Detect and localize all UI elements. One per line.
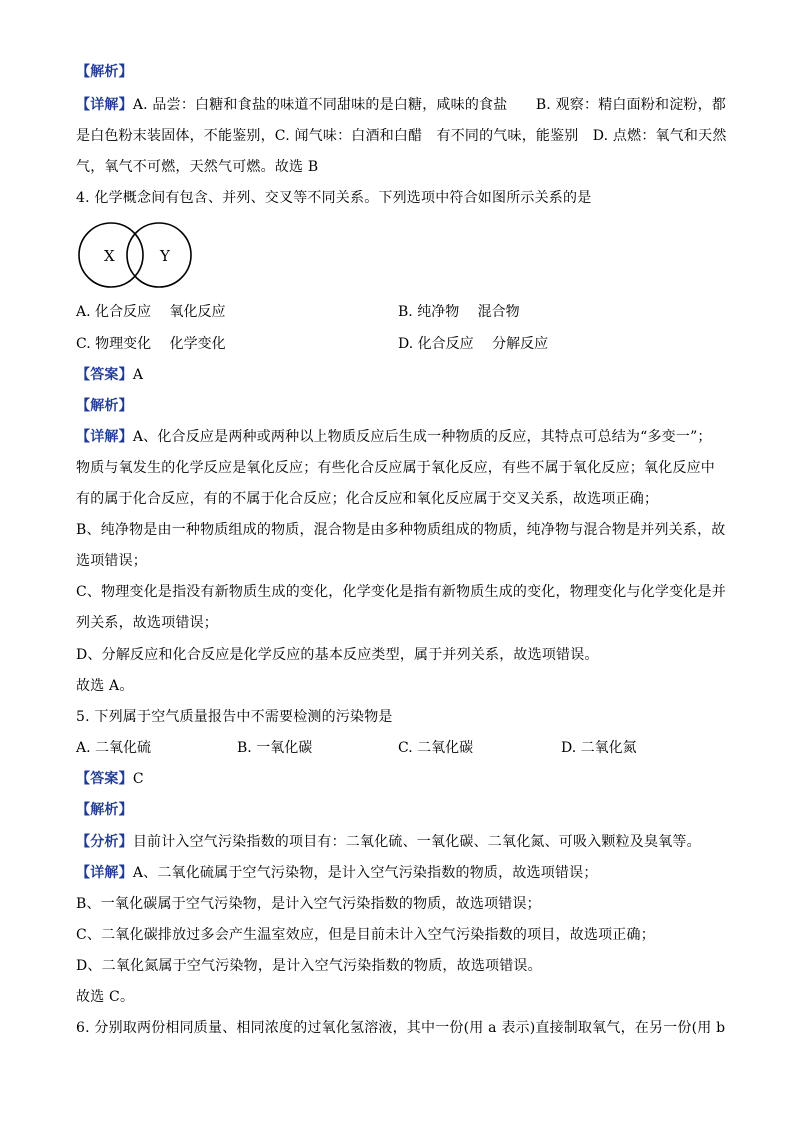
q4-option-a: A. 化合反应 氧化反应 [76, 304, 226, 320]
analysis-label: 【解析】 [76, 64, 133, 80]
detail-q3-line-3: 气，氧气不可燃，天然气可燃。故选 B [76, 159, 319, 175]
detail-q4-line-5: 选项错误； [76, 553, 147, 569]
q5-option-d: D. 二氧化氮 [561, 740, 637, 756]
q5-option-c: C. 二氧化碳 [398, 740, 474, 756]
q4-option-c: C. 物理变化 化学变化 [76, 336, 226, 352]
q5-option-a: A. 二氧化硫 [76, 740, 152, 756]
detail-q4-line-2: 物质与氧发生的化学反应是氧化反应；有些化合反应属于氧化反应，有些不属于氧化反应；氧化反应中 [76, 460, 715, 476]
detail-q5-line-3: C、二氧化碳排放过多会产生温室效应，但是目前未计入空气污染指数的项目，故选项正确； [76, 927, 655, 943]
answer-q4: 【答案】A [76, 367, 144, 383]
detail-q4-line-3: 有的属于化合反应，有的不属于化合反应；化合反应和氧化反应属于交叉关系，故选项正确； [76, 491, 659, 507]
analysis-label-q5: 【解析】 [76, 802, 133, 818]
venn-label-x: X [104, 247, 115, 265]
analysis-q5: 【分析】目前计入空气污染指数的项目有：二氧化硫、一氧化碳、二氧化氮、可吸入颗粒及臭氧等。 [76, 834, 701, 850]
analysis-label-q4: 【解析】 [76, 398, 133, 414]
detail-q5-line-1: 【详解】A、二氧化硫属于空气污染物，是计入空气污染指数的物质，故选项错误； [76, 865, 598, 881]
answer-q5: 【答案】C [76, 771, 144, 787]
detail-q4-line-7: 列关系，故选项错误； [76, 615, 218, 631]
venn-diagram [76, 221, 194, 291]
detail-q3-line-2: 是白色粉末装固体，不能鉴别，C. 闻气味：白酒和白醋 有不同的气味，能鉴别 D. 点燃：氧气和天然 [76, 128, 727, 144]
detail-q4-line-1: 【详解】A、化合反应是两种或两种以上物质反应后生成一种物质的反应，其特点可总结为“多变一”； [76, 429, 712, 445]
venn-circle-y [127, 223, 191, 287]
q4-option-d: D. 化合反应 分解反应 [398, 336, 549, 352]
detail-q4-line-6: C、物理变化是指没有新物质生成的变化，化学变化是指有新物质生成的变化，物理变化与化学变化是并 [76, 584, 726, 600]
detail-tag: 【详解】 [76, 97, 133, 113]
detail-q3-line-1: 【详解】A. 品尝：白糖和食盐的味道不同甜味的是白糖，咸味的食盐 B. 观察：精白面粉和淀粉，都 [76, 97, 727, 113]
q4-option-b: B. 纯净物 混合物 [398, 304, 520, 320]
detail-q5-conclusion: 故选 C。 [76, 989, 135, 1005]
detail-q5-line-4: D、二氧化氮属于空气污染物，是计入空气污染指数的物质，故选项错误。 [76, 958, 542, 974]
q5-option-b: B. 一氧化碳 [237, 740, 313, 756]
venn-label-y: Y [160, 247, 170, 265]
question-6-stem: 6. 分别取两份相同质量、相同浓度的过氧化氢溶液，其中一份(用 a 表示)直接制取氧气，在另一份(用 b [76, 1020, 726, 1036]
detail-q4-line-4: B、纯净物是由一种物质组成的物质，混合物是由多种物质组成的物质，纯净物与混合物是并列关系，故 [76, 522, 726, 538]
question-5-stem: 5. 下列属于空气质量报告中不需要检测的污染物是 [76, 709, 393, 725]
question-4-stem: 4. 化学概念间有包含、并列、交叉等不同关系。下列选项中符合如图所示关系的是 [76, 190, 592, 206]
detail-q5-line-2: B、一氧化碳属于空气污染物，是计入空气污染指数的物质，故选项错误； [76, 896, 541, 912]
detail-q4-line-8: D、分解反应和化合反应是化学反应的基本反应类型，属于并列关系，故选项错误。 [76, 647, 599, 663]
detail-q4-conclusion: 故选 A。 [76, 678, 134, 694]
